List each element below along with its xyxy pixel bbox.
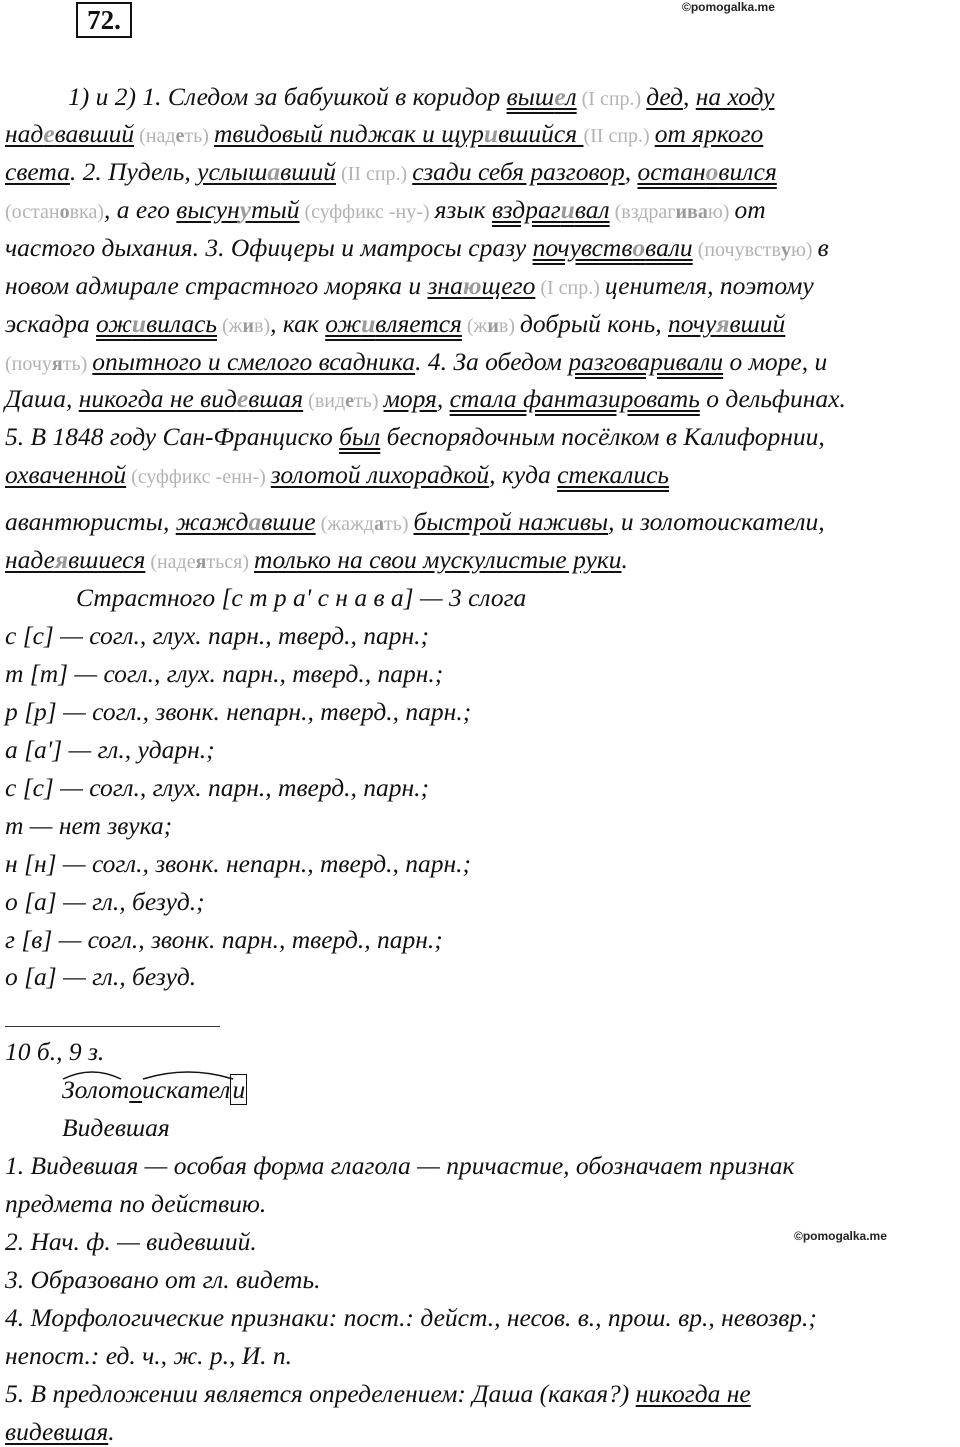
- watermark-top: ©pomogalka.me: [682, 0, 775, 14]
- root-1: Золот: [62, 1075, 129, 1105]
- linking-vowel: о: [129, 1075, 143, 1104]
- phonetic-row: о [а] — гл., безуд.: [5, 962, 197, 991]
- text-line-5: частого дыхания. 3. Офицеры и матросы сразу почувствовали (почувствую) в: [5, 233, 829, 262]
- phonetic-row: о [а] — гл., безуд.;: [5, 887, 205, 916]
- text-line-12: авантюристы, жаждавшие (жаждать) быстрой наживы, и золотоискатели,: [5, 507, 825, 536]
- morpheme-analysis: [62, 1075, 247, 1105]
- phonetic-row: т [т] — согл., глух. парн., тверд., парн.;: [5, 659, 444, 688]
- phonetic-header: Страстного [с т р а' с н а в а] — 3 слога: [76, 583, 527, 612]
- watermark-middle: ©pomogalka.me: [794, 1229, 887, 1243]
- analysis-point-3: 3. Образовано от гл. видеть.: [5, 1265, 321, 1294]
- text-line-11: охваченной (суффикс -енн-) золотой лихорадкой, куда стекались: [5, 460, 669, 489]
- analysis-point-1: 1. Видевшая — особая форма глагола — причастие, обозначает признак: [5, 1151, 795, 1180]
- separator-line: [5, 1026, 220, 1027]
- text-line-1: 1) и 2) 1. Следом за бабушкой в коридор вышел (I спр.) дед, на ходу: [68, 82, 775, 111]
- analysis-point-5: 5. В предложении является определением: Даша (какая?) никогда не: [5, 1379, 751, 1408]
- text-line-7: эскадра оживилась (жив), как оживляется (жив) добрый конь, почуявший: [5, 309, 786, 338]
- text-line-10: 5. В 1848 году Сан-Франциско был беспорядочным посёлком в Калифорнии,: [5, 422, 825, 451]
- phonetic-row: с [с] — согл., глух. парн., тверд., парн.;: [5, 621, 430, 650]
- analysis-point-4-cont: непост.: ед. ч., ж. р., И. п.: [5, 1341, 293, 1370]
- text-line-4: (остановка), а его высунутый (суффикс -ну-) язык вздрагивал (вздрагиваю) от: [5, 195, 766, 224]
- text-line-3: света. 2. Пудель, услышавший (II спр.) сзади себя разговор, остановился: [5, 157, 777, 186]
- text-line-6: новом адмирале страстного моряка и знающего (I спр.) ценителя, поэтому: [5, 271, 814, 300]
- text-line-13: надеявшиеся (надеяться) только на свои мускулистые руки.: [5, 545, 628, 574]
- phonetic-row: г [в] — согл., звонк. парн., тверд., парн.;: [5, 925, 443, 954]
- phonetic-row: с [с] — согл., глух. парн., тверд., парн.;: [5, 773, 430, 802]
- text-line-8: (почуять) опытного и смелого всадника. 4. За обедом разговаривали о море, и: [5, 347, 828, 376]
- phonetic-row: р [р] — согл., звонк. непарн., тверд., парн.;: [5, 697, 472, 726]
- sound-letter-count: 10 б., 9 з.: [5, 1037, 105, 1066]
- analysis-point-2: 2. Нач. ф. — видевший.: [5, 1227, 257, 1256]
- text-line-2: надевавший (надеть) твидовый пиджак и щурившийся (II спр.) от яркого: [5, 119, 764, 148]
- ending-box: и: [232, 1075, 246, 1104]
- text-line-9: Даша, никогда не видевшая (видеть) моря, стала фантазировать о дельфинах.: [5, 384, 846, 413]
- phonetic-row: т — нет звука;: [5, 811, 173, 840]
- analysis-point-4: 4. Морфологические признаки: пост.: дейст., несов. в., прош. вр., невозвр.;: [5, 1303, 817, 1332]
- phonetic-row: н [н] — согл., звонк. непарн., тверд., парн.;: [5, 849, 471, 878]
- phonetic-row: а [а'] — гл., ударн.;: [5, 735, 215, 764]
- analysis-point-1-cont: предмета по действию.: [5, 1189, 267, 1218]
- root-arc-2-icon: [142, 1067, 234, 1081]
- root-arc-1-icon: [62, 1067, 122, 1081]
- exercise-number: 72.: [76, 2, 132, 38]
- analysis-title: Видевшая: [62, 1113, 170, 1142]
- root-2: искател: [142, 1075, 230, 1105]
- analysis-point-5-cont: видевшая.: [5, 1417, 115, 1446]
